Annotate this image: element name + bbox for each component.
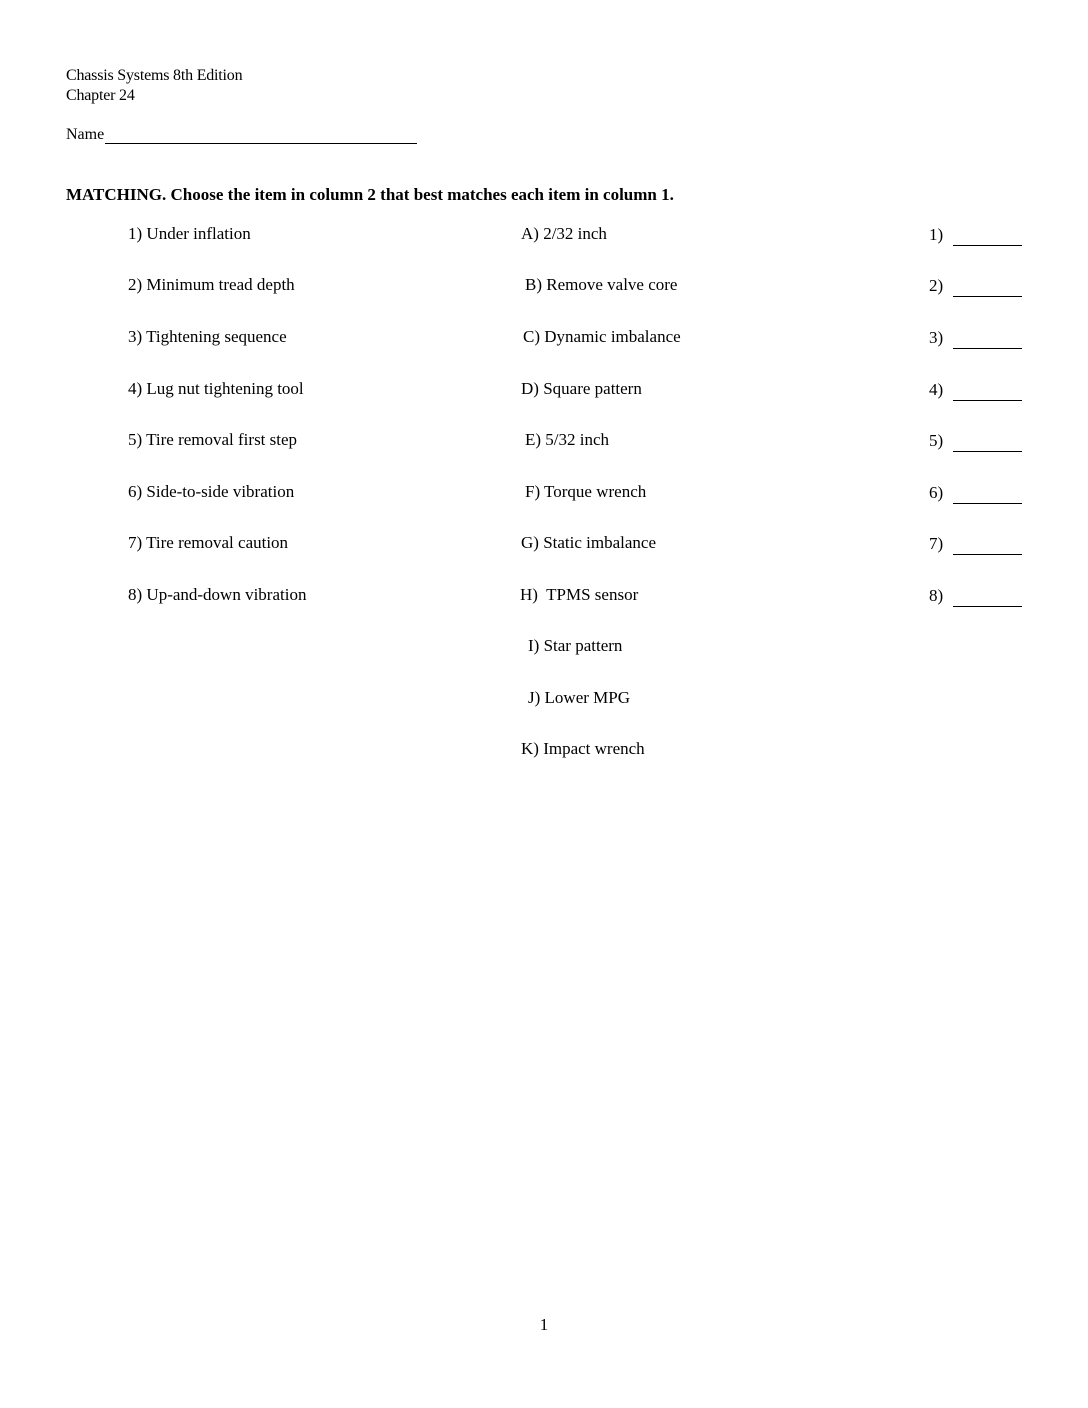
matching-row (0, 429, 1088, 451)
column2-item: B) Remove valve core (525, 275, 678, 294)
answer-blank (953, 326, 1022, 349)
matching-row (0, 532, 1088, 554)
column1-item: 2) Minimum tread depth (128, 275, 295, 294)
matching-row (0, 481, 1088, 503)
answer-number: 4) (929, 380, 944, 399)
answer-slot (929, 532, 1022, 555)
answer-number: 1) (929, 225, 944, 244)
answer-blank (953, 378, 1022, 401)
name-field-line (105, 125, 417, 144)
matching-row (0, 687, 1088, 709)
answer-slot (929, 584, 1022, 607)
matching-row (0, 223, 1088, 245)
answer-number: 3) (929, 328, 944, 347)
column1-item: 4) Lug nut tightening tool (128, 379, 304, 398)
answer-blank (953, 429, 1022, 452)
book-title: Chassis Systems 8th Edition (66, 67, 243, 84)
answer-number: 7) (929, 534, 944, 553)
answer-blank (953, 274, 1022, 297)
page-number: 1 (539, 1315, 549, 1334)
answer-blank (953, 481, 1022, 504)
answer-slot (929, 378, 1022, 401)
matching-instructions: MATCHING. Choose the item in column 2 that best matches each item in column 1. (66, 185, 674, 204)
answer-blank (953, 532, 1022, 555)
column2-item: F) Torque wrench (525, 482, 647, 501)
column1-item: 1) Under inflation (128, 224, 251, 243)
answer-slot (929, 223, 1022, 246)
matching-row (0, 378, 1088, 400)
column2-item: I) Star pattern (528, 636, 623, 655)
column2-item: J) Lower MPG (528, 688, 630, 707)
answer-number: 8) (929, 586, 944, 605)
answer-blank (953, 223, 1022, 246)
matching-row (0, 635, 1088, 657)
answer-number: 2) (929, 276, 944, 295)
answer-slot (929, 429, 1022, 452)
column1-item: 3) Tightening sequence (128, 327, 287, 346)
column2-item: D) Square pattern (521, 379, 642, 398)
column2-item: A) 2/32 inch (521, 224, 607, 243)
answer-number: 6) (929, 483, 944, 502)
column1-item: 8) Up-and-down vibration (128, 585, 307, 604)
column1-item: 6) Side-to-side vibration (128, 482, 295, 501)
column2-item: K) Impact wrench (521, 739, 645, 758)
matching-row (0, 326, 1088, 348)
matching-row (0, 584, 1088, 606)
answer-blank (953, 584, 1022, 607)
column2-item: E) 5/32 inch (525, 430, 610, 449)
answer-slot (929, 274, 1022, 297)
matching-row (0, 274, 1088, 296)
column2-item: H) TPMS sensor (520, 585, 639, 604)
answer-slot (929, 326, 1022, 349)
column2-item: C) Dynamic imbalance (523, 327, 681, 346)
name-row (66, 125, 417, 144)
chapter-label: Chapter 24 (66, 87, 135, 104)
column1-item: 5) Tire removal first step (128, 430, 298, 449)
name-label: Name (66, 126, 105, 143)
answer-slot (929, 481, 1022, 504)
answer-number: 5) (929, 431, 944, 450)
matching-row (0, 738, 1088, 760)
column1-item: 7) Tire removal caution (128, 533, 289, 552)
column2-item: G) Static imbalance (521, 533, 657, 552)
